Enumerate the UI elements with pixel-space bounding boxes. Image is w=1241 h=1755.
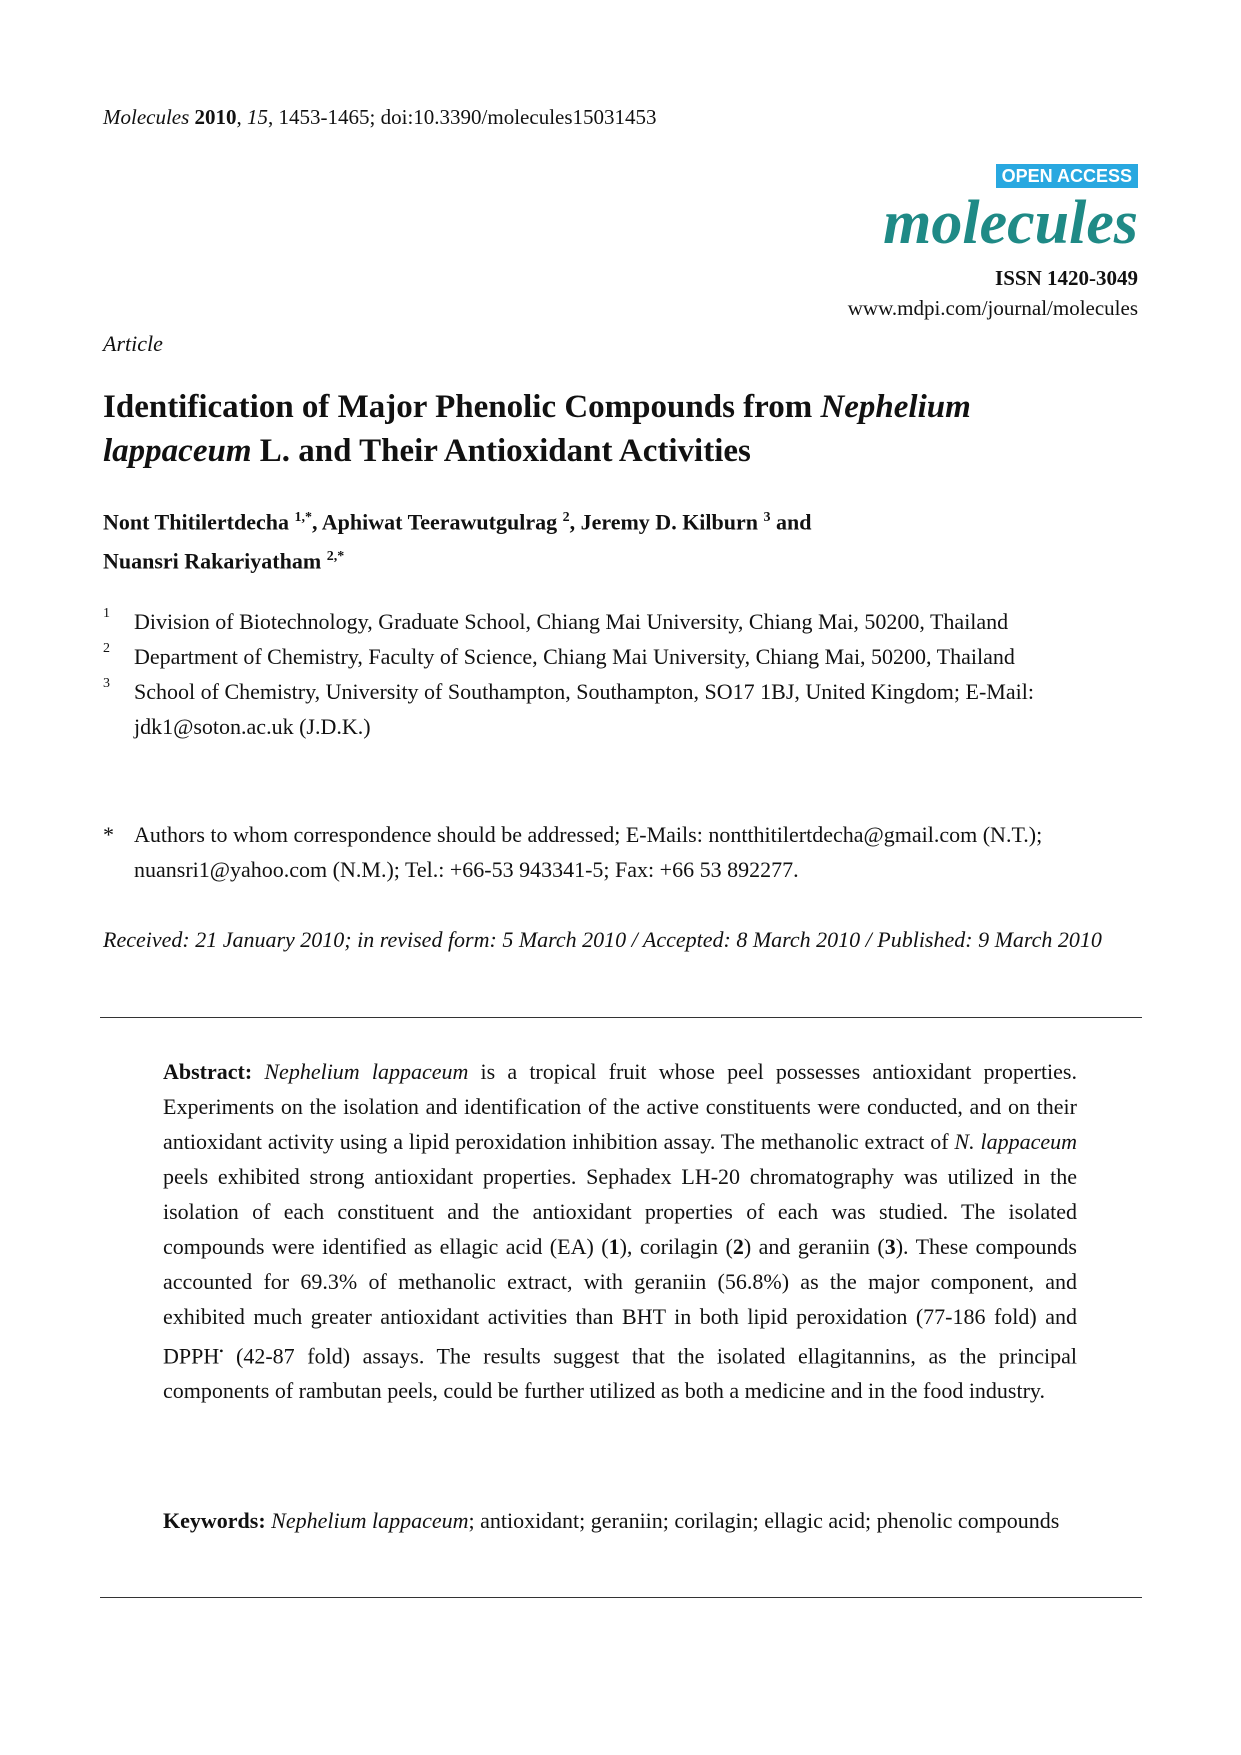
keywords bbox=[163, 1503, 1077, 1538]
journal-logo: molecules bbox=[883, 189, 1138, 257]
citation-journal: Molecules bbox=[103, 105, 190, 129]
article-type: Article bbox=[103, 331, 163, 356]
affiliation-marker: 3 bbox=[103, 676, 110, 691]
abstract-label: Abstract: bbox=[163, 1059, 253, 1084]
correspondence-marker: * bbox=[103, 822, 114, 847]
affiliation-text: School of Chemistry, University of Southampton, Southampton, SO17 1BJ, United Kingdom; E-Mail: jdk1@soton.ac.uk (J.D.K.) bbox=[134, 679, 1034, 739]
affiliation-text: Department of Chemistry, Faculty of Science, Chiang Mai University, Chiang Mai, 50200, Thailand bbox=[134, 644, 1015, 669]
author-separator: and bbox=[770, 509, 812, 535]
paper-title bbox=[103, 385, 1143, 473]
citation-volume: 15 bbox=[247, 105, 269, 129]
citation-line: Molecules 2010, 15, 1453-1465; doi:10.3390/molecules15031453 bbox=[103, 105, 657, 129]
title-part2: L. and Their Antioxidant Activities bbox=[251, 433, 751, 469]
title-species1: Nephelium bbox=[820, 389, 971, 425]
correspondence-item bbox=[103, 817, 1143, 887]
title-part1: Identification of Major Phenolic Compounds from bbox=[103, 389, 821, 425]
abstract-text: ) and geraniin ( bbox=[743, 1234, 885, 1259]
author-separator: , bbox=[311, 509, 322, 535]
affiliation-item bbox=[103, 639, 1143, 674]
bottom-divider bbox=[100, 1597, 1142, 1598]
abstract-text: is a tropical fruit whose peel possesses antioxidant properties. Experiments on the isolation and identification of the active constituents were conducted, and on their antioxidant activity using a lipid peroxidation inhibition assay. The methanolic extract of bbox=[163, 1059, 1077, 1154]
author-name: Nont Thitilertdecha bbox=[103, 509, 295, 535]
journal-website[interactable]: www.mdpi.com/journal/molecules bbox=[847, 296, 1138, 320]
author-separator: , bbox=[569, 509, 581, 535]
affiliation-marker: 2 bbox=[103, 641, 110, 656]
abstract-species: Nephelium lappaceum bbox=[264, 1059, 469, 1084]
abstract bbox=[163, 1054, 1077, 1408]
abstract-text: ). These compounds accounted for 69.3% of methanolic extract, with geraniin (56.8%) as the major component, and exhibited much greater antioxidant activities than BHT in both lipid peroxidation (77-186 fold) and DPPH bbox=[163, 1234, 1077, 1369]
author-name: Nuansri Rakariyatham bbox=[103, 548, 327, 574]
affiliation-text: Division of Biotechnology, Graduate School, Chiang Mai University, Chiang Mai, 50200, Thailand bbox=[134, 609, 1009, 634]
abstract-text: ), corilagin ( bbox=[619, 1234, 733, 1259]
author-affil-mark: 2,* bbox=[326, 549, 345, 565]
affiliation-marker: 1 bbox=[103, 606, 110, 621]
compound-number: 2 bbox=[732, 1234, 744, 1259]
compound-number: 3 bbox=[884, 1234, 896, 1259]
keywords-species: Nephelium lappaceum bbox=[271, 1508, 469, 1533]
affiliation-item bbox=[103, 674, 1143, 744]
issn: ISSN 1420-3049 bbox=[995, 266, 1138, 290]
radical-dot: • bbox=[219, 1344, 224, 1358]
open-access-badge: OPEN ACCESS bbox=[996, 164, 1138, 188]
abstract-text: peels exhibited strong antioxidant properties. Sephadex LH-20 chromatography was utilized in the isolation of each constituent and the antioxidant properties of each was studied. The isolated compounds were identified as ellagic acid (EA) ( bbox=[163, 1164, 1077, 1259]
keywords-text: ; antioxidant; geraniin; corilagin; ellagic acid; phenolic compounds bbox=[468, 1508, 1060, 1533]
author-affil-mark: 1,* bbox=[294, 510, 312, 525]
top-divider bbox=[100, 1017, 1142, 1018]
author-list bbox=[103, 500, 1143, 579]
author-affil-mark: 2 bbox=[562, 510, 570, 525]
compound-number: 1 bbox=[608, 1234, 620, 1259]
author-name: Aphiwat Teerawutgulrag bbox=[321, 509, 563, 535]
citation-year: 2010 bbox=[194, 105, 237, 129]
affiliations bbox=[103, 604, 1143, 744]
citation-rest: , 1453-1465; doi:10.3390/molecules15031453 bbox=[268, 105, 657, 129]
correspondence-note bbox=[103, 817, 1143, 887]
affiliation-item bbox=[103, 604, 1143, 639]
title-species2: lappaceum bbox=[103, 433, 252, 469]
abstract-species-abbr: N. lappaceum bbox=[954, 1129, 1077, 1154]
author-affil-mark: 3 bbox=[763, 510, 771, 525]
author-name: Jeremy D. Kilburn bbox=[580, 509, 764, 535]
keywords-label: Keywords: bbox=[163, 1508, 266, 1533]
publication-dates: Received: 21 January 2010; in revised form: 5 March 2010 / Accepted: 8 March 2010 / Published: 9 March 2010 bbox=[103, 927, 1102, 952]
abstract-text: (42-87 fold) assays. The results suggest that the isolated ellagitannins, as the principal components of rambutan peels, could be further utilized as both a medicine and in the food industry. bbox=[163, 1343, 1077, 1404]
correspondence-text: Authors to whom correspondence should be addressed; E-Mails: nontthitilertdecha@gmail.com (N.T.); nuansri1@yahoo.com (N.M.); Tel.: +66-53 943341-5; Fax: +66 53 892277. bbox=[134, 822, 1043, 882]
